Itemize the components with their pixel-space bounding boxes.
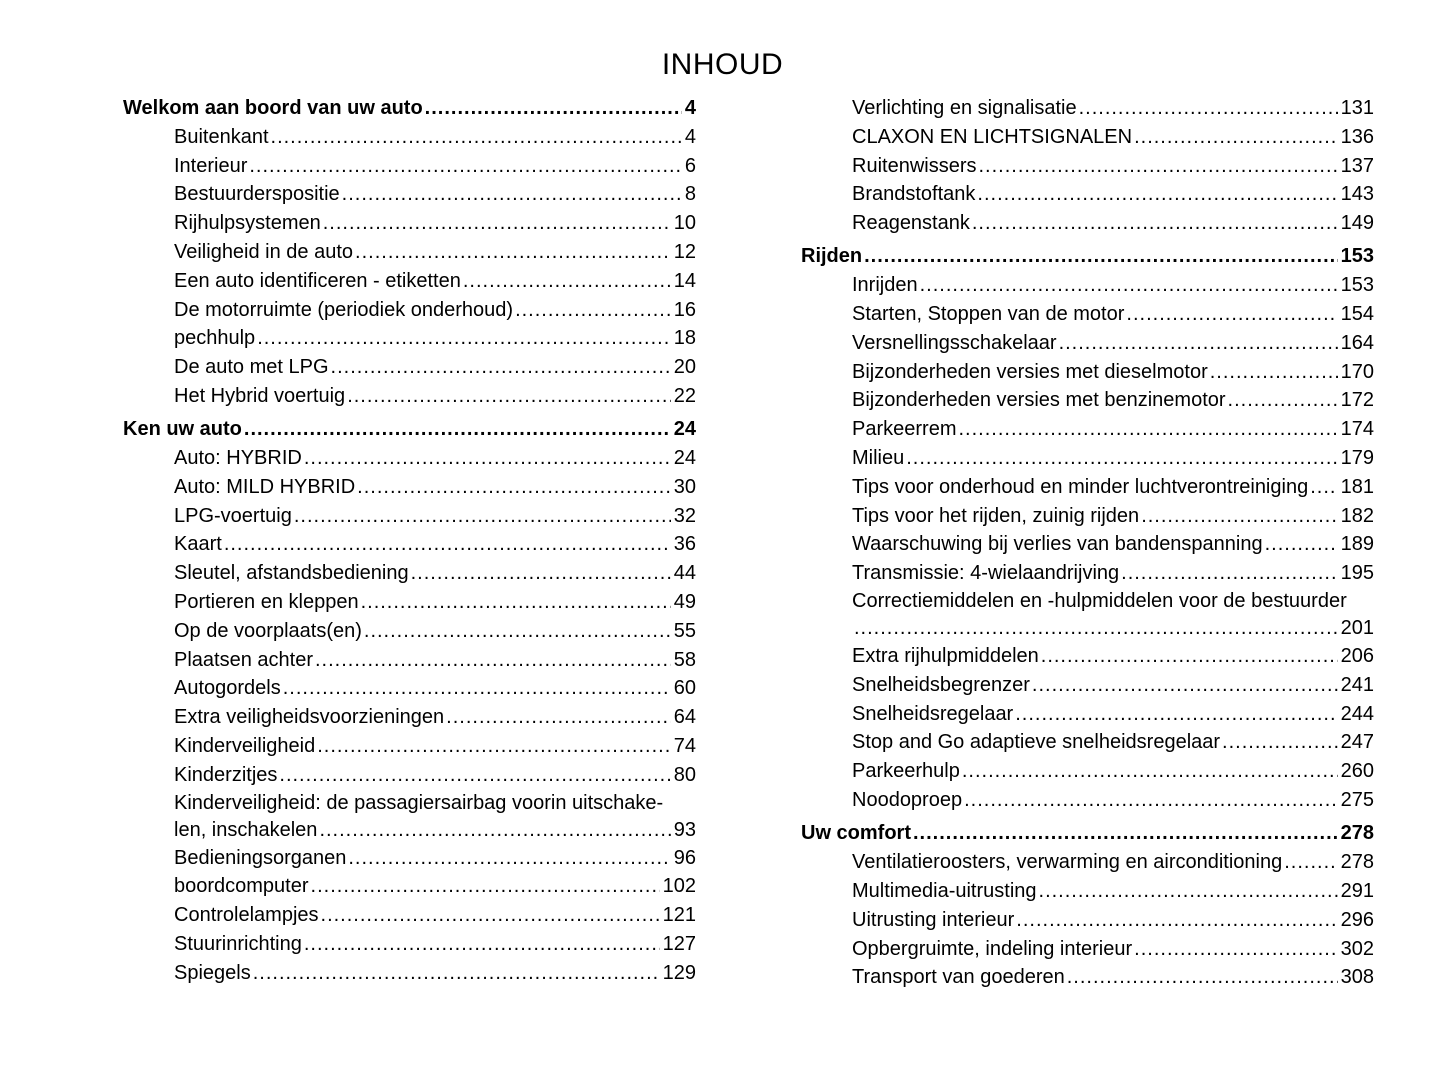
toc-entry-page: 153: [1340, 274, 1374, 297]
toc-entry-label: Uitrusting interieur: [852, 908, 1015, 931]
toc-entry[interactable]: [801, 300, 1374, 329]
dot-leader: [411, 559, 671, 588]
toc-entry-label: Bijzonderheden versies met dieselmotor: [852, 360, 1208, 383]
toc-entry[interactable]: [801, 180, 1374, 209]
toc-entry-label: Reagenstank: [852, 212, 970, 235]
dot-leader: [331, 353, 671, 382]
toc-entry-label: De auto met LPG: [174, 356, 329, 379]
toc-entry-label: Tips voor het rijden, zuinig rijden: [852, 504, 1140, 527]
toc-entry[interactable]: [801, 502, 1374, 531]
toc-entry-page: 22: [673, 384, 696, 407]
toc-entry[interactable]: [123, 617, 696, 646]
dot-leader: [977, 180, 1337, 209]
toc-section-entry[interactable]: [801, 242, 1374, 271]
toc-entry-page: 182: [1340, 504, 1374, 527]
toc-entry-page: 278: [1340, 851, 1374, 874]
dot-leader: [364, 617, 671, 646]
toc-entry[interactable]: [123, 530, 696, 559]
toc-entry-page: 44: [673, 562, 696, 585]
toc-entry[interactable]: [123, 382, 696, 411]
toc-entry-label: Portieren en kleppen: [174, 591, 359, 614]
toc-entry[interactable]: [801, 271, 1374, 300]
dot-leader: [1310, 473, 1337, 502]
dot-leader: [244, 415, 671, 444]
toc-entry[interactable]: [123, 761, 696, 790]
toc-entry[interactable]: [801, 559, 1374, 588]
dot-leader: [1041, 642, 1338, 671]
toc-entry-page: 58: [673, 648, 696, 671]
toc-entry-page: 131: [1340, 97, 1374, 119]
toc-entry-label: Stuurinrichting: [174, 933, 302, 956]
toc-entry[interactable]: [123, 872, 696, 901]
toc-entry[interactable]: [123, 703, 696, 732]
toc-entry[interactable]: [123, 844, 696, 873]
dot-leader: [348, 844, 670, 873]
toc-entry-label: LPG-voertuig: [174, 504, 292, 527]
dot-leader: [978, 152, 1337, 181]
dot-leader: [271, 123, 682, 152]
toc-entry-label: Auto: HYBRID: [174, 447, 302, 470]
toc-entry-label: Noodoproep: [852, 789, 963, 812]
dot-leader: [355, 238, 671, 267]
toc-entry-page: 244: [1340, 702, 1374, 725]
dot-leader: [357, 473, 671, 502]
toc-entry-label: Interieur: [174, 154, 248, 177]
toc-entry-page: 195: [1340, 562, 1374, 585]
toc-entry-page: 16: [673, 298, 696, 321]
toc-entry-label: Transport van goederen: [852, 966, 1065, 989]
toc-entry-label: Plaatsen achter: [174, 648, 313, 671]
toc-entry[interactable]: [123, 502, 696, 531]
dot-leader: [1265, 530, 1338, 559]
toc-entry-label: Snelheidsregelaar: [852, 702, 1014, 725]
toc-entry-page: 102: [662, 875, 696, 898]
toc-entry[interactable]: [801, 877, 1374, 906]
toc-entry-label: Parkeerrem: [852, 418, 957, 441]
toc-entry-page: 12: [673, 240, 696, 263]
toc-entry-page: 60: [673, 677, 696, 700]
dot-leader: [1134, 123, 1338, 152]
toc-entry-page: 170: [1340, 360, 1374, 383]
toc-entry-label: Veiligheid in de auto: [174, 240, 354, 263]
dot-leader: [1126, 300, 1337, 329]
toc-entry-label: Bestuurderspositie: [174, 183, 340, 206]
toc-entry-label: Verlichting en signalisatie: [852, 97, 1077, 119]
toc-entry-label-line1: Kinderveiligheid: de passagiersairbag voorin uitschake-: [174, 791, 664, 814]
toc-entry[interactable]: [123, 152, 696, 181]
toc-entry-page: 302: [1340, 937, 1374, 960]
toc-entry-page: 55: [673, 619, 696, 642]
toc-entry-page: 308: [1340, 966, 1374, 989]
toc-entry-page: 24: [673, 418, 696, 441]
dot-leader: [1228, 386, 1338, 415]
toc-entry[interactable]: [801, 444, 1374, 473]
toc-entry[interactable]: [801, 848, 1374, 877]
toc-entry[interactable]: [801, 358, 1374, 387]
dot-leader: [317, 732, 671, 761]
toc-entry-label: Bijzonderheden versies met benzinemotor: [852, 389, 1226, 412]
dot-leader: [319, 816, 670, 844]
toc-entry-label: pechhulp: [174, 327, 256, 350]
toc-entry[interactable]: [801, 906, 1374, 935]
toc-entry-page: 241: [1340, 673, 1374, 696]
toc-entry-page: 164: [1340, 331, 1374, 354]
toc-entry-page: 149: [1340, 212, 1374, 235]
toc-entry-label: Opbergruimte, indeling interieur: [852, 937, 1133, 960]
toc-entry-page: 24: [673, 447, 696, 470]
toc-entry-label: Milieu: [852, 447, 905, 470]
dot-leader: [342, 180, 682, 209]
toc-entry-page: 136: [1340, 125, 1374, 148]
dot-leader: [1121, 559, 1337, 588]
toc-entry-page: 6: [684, 154, 696, 177]
toc-entry-page: 64: [673, 706, 696, 729]
toc-entry-page: 14: [673, 269, 696, 292]
toc-entry-page: 20: [673, 356, 696, 379]
toc-entry-page: 8: [684, 183, 696, 206]
toc-entry[interactable]: [801, 386, 1374, 415]
dot-leader: [958, 415, 1337, 444]
toc-entry-page: 49: [673, 591, 696, 614]
dot-leader: [1039, 877, 1338, 906]
dot-leader: [257, 324, 671, 353]
dot-leader: [1210, 358, 1338, 387]
toc-entry[interactable]: [801, 123, 1374, 152]
toc-entry-label: De motorruimte (periodiek onderhoud): [174, 298, 514, 321]
dot-leader: [515, 296, 671, 325]
toc-entry[interactable]: [801, 671, 1374, 700]
toc-entry-label: Op de voorplaats(en): [174, 619, 362, 642]
toc-entry-label: Ruitenwissers: [852, 154, 977, 177]
toc-entry-label: Autogordels: [174, 677, 281, 700]
dot-leader: [864, 242, 1338, 271]
toc-entry[interactable]: [123, 588, 696, 617]
toc-entry[interactable]: [123, 930, 696, 959]
dot-leader: [1015, 700, 1337, 729]
toc-entry[interactable]: [123, 959, 696, 988]
dot-leader: [1079, 94, 1338, 123]
toc-entry-page: 32: [673, 504, 696, 527]
toc-entry-page: 172: [1340, 389, 1374, 412]
toc-entry[interactable]: [123, 238, 696, 267]
toc-entry-label: Extra veiligheidsvoorzieningen: [174, 706, 445, 729]
dot-leader: [304, 930, 660, 959]
toc-entry-label: Een auto identificeren - etiketten: [174, 269, 461, 292]
toc-entry-page: 206: [1340, 645, 1374, 668]
toc-entry-label: Kinderzitjes: [174, 763, 278, 786]
toc-entry-label: boordcomputer: [174, 875, 309, 898]
page-title: INHOUD: [661, 48, 784, 82]
toc-entry-page: 174: [1340, 418, 1374, 441]
dot-leader: [311, 872, 660, 901]
toc-entry-label: Parkeerhulp: [852, 760, 960, 783]
toc-entry-page: 36: [673, 533, 696, 556]
toc-entry-page: 96: [673, 846, 696, 869]
toc-entry-wrapped[interactable]: [123, 790, 696, 844]
toc-entry-wrapped[interactable]: [801, 588, 1374, 642]
dot-leader: [1141, 502, 1337, 531]
toc-entry-label: Auto: MILD HYBRID: [174, 475, 356, 498]
toc-entry-page: 153: [1340, 245, 1374, 268]
toc-entry-label: Brandstoftank: [852, 183, 976, 206]
dot-leader: [304, 444, 671, 473]
toc-entry-page: 30: [673, 475, 696, 498]
toc-entry-page: 278: [1340, 822, 1374, 845]
toc-entry-label: Tips voor onderhoud en minder luchtverontreiniging: [852, 475, 1309, 498]
dot-leader: [361, 588, 671, 617]
dot-leader: [1222, 728, 1338, 757]
dot-leader: [315, 646, 671, 675]
dot-leader: [283, 674, 671, 703]
toc-entry-label: Kinderveiligheid: [174, 735, 316, 758]
toc-entry-label: Controlelampjes: [174, 904, 319, 927]
toc-entry-page: 18: [673, 327, 696, 350]
toc-entry[interactable]: [801, 700, 1374, 729]
toc-entry[interactable]: [123, 353, 696, 382]
toc-entry[interactable]: [123, 180, 696, 209]
toc-entry[interactable]: [801, 209, 1374, 238]
dot-leader: [964, 786, 1338, 815]
toc-entry-page: 129: [662, 961, 696, 984]
toc-entry[interactable]: [123, 444, 696, 473]
toc-section-entry[interactable]: [801, 819, 1374, 848]
toc-entry-page: 143: [1340, 183, 1374, 206]
toc-entry-page: 4: [684, 97, 696, 119]
dot-leader: [913, 819, 1338, 848]
toc-entry-label: Sleutel, afstandsbediening: [174, 562, 409, 585]
toc-entry[interactable]: [123, 674, 696, 703]
dot-leader: [446, 703, 671, 732]
toc-entry-label: Het Hybrid voertuig: [174, 384, 346, 407]
toc-entry-label: Welkom aan boord van uw auto: [123, 97, 423, 119]
toc-entry[interactable]: [801, 642, 1374, 671]
toc-entry-page: 291: [1340, 879, 1374, 902]
toc-entry[interactable]: [123, 123, 696, 152]
dot-leader: [1067, 963, 1338, 992]
toc-entry-label: Spiegels: [174, 961, 251, 984]
toc-entry-label-line2: len, inschakelen: [174, 818, 318, 841]
toc-entry-page: 93: [673, 818, 696, 841]
toc-entry[interactable]: [801, 473, 1374, 502]
toc-column-left: [123, 94, 696, 988]
toc-entry-label: Stop and Go adaptieve snelheidsregelaar: [852, 731, 1221, 754]
toc-entry[interactable]: [801, 415, 1374, 444]
toc-entry[interactable]: [801, 152, 1374, 181]
dot-leader: [323, 209, 671, 238]
dot-leader: [1032, 671, 1338, 700]
dot-leader: [920, 271, 1338, 300]
toc-entry-page: 4: [684, 125, 696, 148]
toc-entry-label-line1: Correctiemiddelen en -hulpmiddelen voor de bestuurder: [852, 590, 1347, 613]
toc-entry-label: Ventilatieroosters, verwarming en airconditioning: [852, 851, 1283, 874]
toc-entry-label: Rijden: [801, 245, 863, 268]
toc-entry[interactable]: [123, 901, 696, 930]
toc-entry-page: 74: [673, 735, 696, 758]
dot-leader: [1134, 935, 1337, 964]
toc-entry[interactable]: [801, 728, 1374, 757]
dot-leader: [347, 382, 671, 411]
dot-leader: [906, 444, 1337, 473]
toc-entry-label: Transmissie: 4-wielaandrijving: [852, 562, 1120, 585]
toc-entry-page: 80: [673, 763, 696, 786]
toc-entry[interactable]: [123, 296, 696, 325]
toc-entry[interactable]: [123, 646, 696, 675]
dot-leader: [463, 267, 671, 296]
toc-entry-page: 296: [1340, 908, 1374, 931]
dot-leader: [1059, 329, 1338, 358]
toc-entry-label: Extra rijhulpmiddelen: [852, 645, 1039, 668]
dot-leader: [224, 530, 671, 559]
toc-entry-label: Bedieningsorganen: [174, 846, 347, 869]
toc-entry[interactable]: [123, 267, 696, 296]
toc-entry-label: Starten, Stoppen van de motor: [852, 303, 1125, 326]
toc-entry[interactable]: [801, 786, 1374, 815]
toc-entry[interactable]: [123, 209, 696, 238]
toc-entry[interactable]: [801, 530, 1374, 559]
toc-entry[interactable]: [801, 757, 1374, 786]
dot-leader: [253, 959, 660, 988]
toc-entry[interactable]: [801, 963, 1374, 992]
toc-entry-label: Versnellingsschakelaar: [852, 331, 1057, 354]
toc-entry-label: Inrijden: [852, 274, 918, 297]
toc-entry[interactable]: [801, 329, 1374, 358]
toc-entry[interactable]: [801, 935, 1374, 964]
dot-leader: [1284, 848, 1337, 877]
toc-entry[interactable]: [801, 94, 1374, 123]
toc-entry-page: 189: [1340, 533, 1374, 556]
toc-section-entry[interactable]: [123, 94, 696, 123]
toc-entry-label: Kaart: [174, 533, 222, 556]
toc-entry-label: Multimedia-uitrusting: [852, 879, 1037, 902]
toc-entry-label: Snelheidsbegrenzer: [852, 673, 1030, 696]
toc-entry-label: Waarschuwing bij verlies van bandenspanning: [852, 533, 1263, 556]
toc-column-right: [801, 94, 1374, 992]
dot-leader: [972, 209, 1338, 238]
dot-leader: [249, 152, 682, 181]
toc-entry-page: 201: [1340, 617, 1374, 640]
toc-entry-page: 127: [662, 933, 696, 956]
toc-entry-page: 121: [662, 904, 696, 927]
toc-entry[interactable]: [123, 732, 696, 761]
toc-entry-page: 137: [1340, 154, 1374, 177]
dot-leader: [294, 502, 671, 531]
toc-entry[interactable]: [123, 473, 696, 502]
dot-leader: [1016, 906, 1337, 935]
toc-entry-page: 154: [1340, 303, 1374, 326]
dot-leader: [962, 757, 1338, 786]
toc-entry-page: 275: [1340, 789, 1374, 812]
toc-entry-label: Ken uw auto: [123, 418, 242, 441]
toc-entry-label: Buitenkant: [174, 125, 269, 148]
toc-entry-page: 247: [1340, 731, 1374, 754]
toc-entry-label: Rijhulpsystemen: [174, 212, 321, 235]
toc-entry-page: 179: [1340, 447, 1374, 470]
dot-leader: [321, 901, 660, 930]
toc-entry-page: 260: [1340, 760, 1374, 783]
dot-leader: [854, 614, 1338, 642]
toc-entry-label: CLAXON EN LICHTSIGNALEN: [852, 125, 1133, 148]
toc-entry-label: Uw comfort: [801, 822, 911, 845]
toc-entry[interactable]: [123, 324, 696, 353]
dot-leader: [425, 94, 682, 123]
dot-leader: [279, 761, 670, 790]
toc-entry-page: 181: [1340, 475, 1374, 498]
toc-entry[interactable]: [123, 559, 696, 588]
toc-section-entry[interactable]: [123, 415, 696, 444]
toc-entry-page: 10: [673, 212, 696, 235]
